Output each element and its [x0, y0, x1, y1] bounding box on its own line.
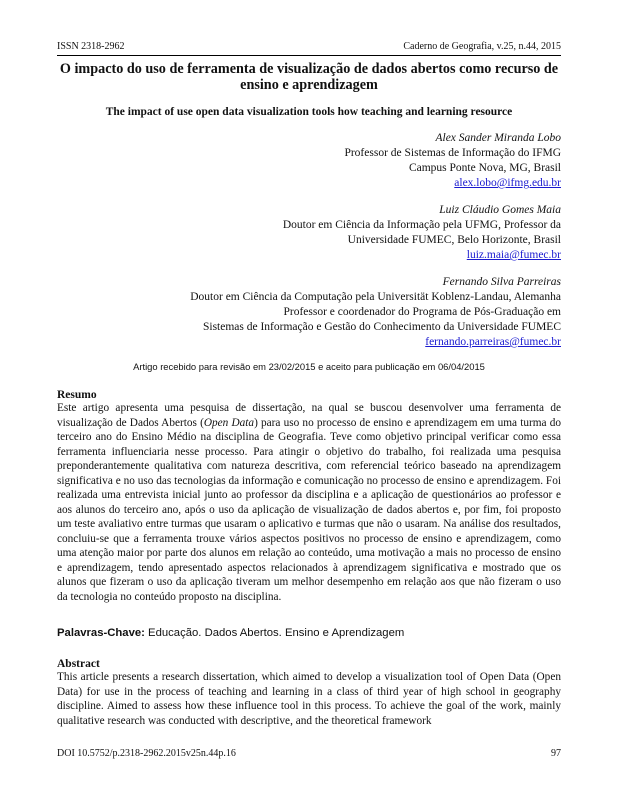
author-affiliation: Universidade FUMEC, Belo Horizonte, Brasil — [347, 234, 561, 246]
resumo-text-part: Este artigo apresenta uma pesquisa de dissertação, na qual se buscou desenvolver uma ferramenta de visualização de Dados Abertos ( — [57, 402, 561, 429]
author-email-link[interactable]: alex.lobo@ifmg.edu.br — [454, 177, 561, 189]
keywords — [57, 626, 561, 640]
author-name: Alex Sander Miranda Lobo — [435, 132, 561, 144]
author-name: Luiz Cláudio Gomes Maia — [439, 204, 561, 216]
resumo-text-italic: Open Data — [203, 416, 255, 429]
keywords-text: Educação. Dados Abertos. Ensino e Aprendizagem — [144, 627, 405, 639]
author-affiliation: Professor e coordenador do Programa de Pós-Graduação em — [283, 306, 561, 318]
keywords-label: Palavras-Chave: — [57, 627, 145, 639]
abstract-text: This article presents a research dissertation, which aimed to develop a visualization tool of Open Data (Open Data) for use in the process of teaching and learning in a class of third year of high school in geography discipline. Aimed to assess how these influence tool in this process. To achieve the goal of the work, mainly qualitative research was conducted with descriptive, and the theoretical framework — [57, 671, 561, 727]
journal-citation: Caderno de Geografia, v.25, n.44, 2015 — [403, 41, 561, 52]
resumo-heading: Resumo — [57, 389, 97, 401]
author-block-2 — [283, 203, 561, 263]
paper-title: O impacto do uso de ferramenta de visualização de dados abertos como recurso de ensino e aprendizagem — [59, 61, 559, 93]
author-affiliation: Campus Ponte Nova, MG, Brasil — [408, 162, 561, 174]
author-email-link[interactable]: luiz.maia@fumec.br — [466, 249, 561, 261]
page-footer — [57, 748, 561, 760]
author-affiliation: Professor de Sistemas de Informação do IFMG — [344, 147, 561, 159]
author-affiliation: Sistemas de Informação e Gestão do Conhecimento da Universidade FUMEC — [202, 321, 561, 333]
author-email-link[interactable]: fernando.parreiras@fumec.br — [425, 336, 561, 348]
author-name: Fernando Silva Parreiras — [442, 276, 561, 288]
doi: DOI 10.5752/p.2318-2962.2015v25n.44p.16 — [57, 748, 236, 759]
author-block-1 — [344, 131, 561, 191]
author-affiliation: Doutor em Ciência da Computação pela Universität Koblenz-Landau, Alemanha — [190, 291, 561, 303]
running-header — [57, 41, 561, 56]
issn: ISSN 2318-2962 — [57, 41, 125, 52]
abstract-heading: Abstract — [57, 658, 100, 670]
author-block-3 — [190, 275, 561, 350]
resumo-text — [57, 401, 561, 604]
received-note: Artigo recebido para revisão em 23/02/2015 e aceito para publicação em 06/04/2015 — [133, 361, 485, 372]
resumo-text-part: ) para uso no processo de ensino e aprendizagem em uma turma do terceiro ano do Ensino Médio na disciplina de Geografia. Teve como objetivo principal verificar como essa ferramenta influenciaria nesse processo. Para atingir o objetivo do trabalho, foi realizada uma pesquisa preponderantemente qualitativa com natureza descritiva, com referencial teórico baseado na aprendizagem significativa e no uso das tecnologias da informação e comunicação no processo de ensino e aprendizagem. Foi realizada uma entrevista inicial junto ao professor da disciplina e a aplicação de questionários ao professor e aos alunos do terceiro ano, após o uso da aplicação de visualização de dados abertos e, por fim, foi proposto um teste avaliativo entre turmas que usaram o aplicativo e turmas que não o usaram. Na análise dos resultados, concluiu-se que a ferramenta trouxe vários aspectos positivos no processo de ensino e aprendizagem, como uma atenção maior por parte dos alunos em relação ao conteúdo, uma motivação a mais no processo de ensino e aprendizagem, tendo apresentado aspectos relacionados à aprendizagem significativa e mostrado que os alunos que fizeram o uso da aplicação tiveram um melhor desempenho em relação aos que não fizeram o uso da tecnologia no conteúdo proposto na disciplina. — [57, 416, 562, 603]
page-number: 97 — [551, 748, 561, 759]
paper-title-english: The impact of use open data visualization tools how teaching and learning resource — [105, 106, 513, 118]
author-affiliation: Doutor em Ciência da Informação pela UFMG, Professor da — [282, 219, 561, 231]
